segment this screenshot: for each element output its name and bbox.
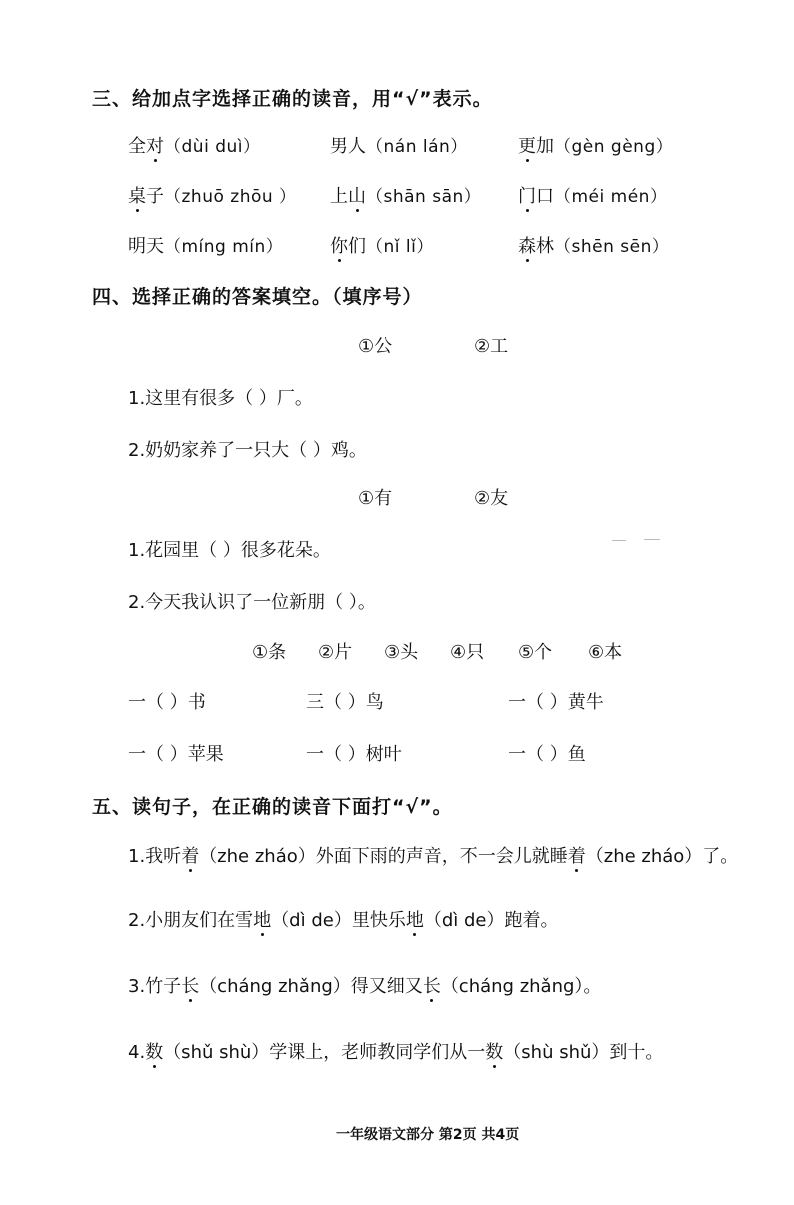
- word-char: 人: [348, 136, 366, 157]
- reading-sentence: [128, 1038, 663, 1064]
- reading-sentence: [128, 842, 738, 868]
- sentence-text: （cháng zhǎng）。: [440, 976, 602, 997]
- sentence-text: 4.: [128, 1042, 146, 1063]
- sentence-text: （shù shǔ）到十。: [503, 1042, 664, 1063]
- word-char: 明: [128, 236, 146, 257]
- dotted-char: 长: [181, 976, 200, 997]
- pinyin-options: （shān sān）: [366, 187, 482, 207]
- sentence-text: （zhe zháo）外面下雨的声音，不一会儿就睡: [199, 846, 568, 867]
- dotted-char: 着: [567, 846, 586, 867]
- pinyin-options: （míng mín）: [164, 237, 284, 257]
- sentence-text: 1.我听: [128, 846, 182, 867]
- option-1: ①公: [358, 336, 393, 357]
- pinyin-options: （zhuō zhōu ）: [164, 187, 297, 207]
- pinyin-options: （nán lán）: [366, 137, 468, 157]
- dotted-char: 长: [422, 976, 441, 997]
- sentence-text: （dì de）跑着。: [423, 910, 559, 931]
- scan-speck: [644, 539, 660, 540]
- pinyin-choice-item: [518, 132, 673, 158]
- pinyin-options: （nǐ lǐ）: [366, 237, 434, 257]
- sentence-text: （zhe zháo）了。: [585, 846, 739, 867]
- word-char: 天: [146, 236, 164, 257]
- pinyin-choice-item: [518, 232, 669, 258]
- word-char: 男: [330, 136, 348, 157]
- pinyin-options: （shēn sēn）: [554, 237, 670, 257]
- word-char: 全: [128, 136, 146, 157]
- fill-blank-item: 一（ ）苹果: [128, 744, 224, 765]
- measure-word-option: ④只: [450, 642, 485, 663]
- dotted-char: 地: [253, 910, 272, 931]
- measure-word-option: ②片: [318, 642, 353, 663]
- scan-speck: [612, 540, 626, 541]
- fill-blank-item: 三（ ）鸟: [306, 692, 384, 713]
- word-char: 加: [536, 136, 554, 157]
- pinyin-choice-item: [330, 132, 468, 158]
- word-char: 们: [348, 236, 366, 257]
- sentence-text: 2.小朋友们在雪: [128, 910, 254, 931]
- dotted-char: 数: [145, 1042, 164, 1063]
- pinyin-options: （gèn gèng）: [554, 137, 674, 157]
- question-1: 1.花园里（ ）很多花朵。: [128, 540, 331, 561]
- word-char: 上: [330, 186, 348, 207]
- pinyin-choice-item: [330, 182, 481, 208]
- reading-sentence: [128, 906, 559, 932]
- fill-blank-item: 一（ ）树叶: [306, 744, 402, 765]
- dotted-char: 森: [518, 236, 536, 257]
- section-5-heading: 五、读句子，在正确的读音下面打“√”。: [92, 796, 453, 818]
- sentence-text: （cháng zhǎng）得又细又: [199, 976, 423, 997]
- measure-word-option: ①条: [252, 642, 287, 663]
- page-footer: 一年级语文部分 第2页 共4页: [336, 1127, 520, 1143]
- dotted-char: 你: [330, 236, 348, 257]
- measure-word-option: ⑥本: [588, 642, 623, 663]
- dotted-char: 更: [518, 136, 536, 157]
- dotted-char: 对: [146, 136, 164, 157]
- pinyin-choice-item: [128, 232, 283, 258]
- dotted-char: 地: [405, 910, 424, 931]
- dotted-char: 门: [518, 186, 536, 207]
- measure-word-option: ③头: [384, 642, 419, 663]
- word-char: 林: [536, 236, 554, 257]
- section-3-heading: 三、给加点字选择正确的读音，用“√”表示。: [92, 88, 493, 110]
- pinyin-choice-item: [128, 182, 297, 208]
- fill-blank-item: 一（ ）黄牛: [508, 692, 604, 713]
- option-2: ②工: [474, 336, 509, 357]
- sentence-text: （dì de）里快乐: [271, 910, 406, 931]
- sentence-text: （shǔ shù）学课上，老师教同学们从一: [163, 1042, 486, 1063]
- option-2: ②友: [474, 488, 509, 509]
- sentence-text: 3.竹子: [128, 976, 182, 997]
- question-1: 1.这里有很多（ ）厂。: [128, 388, 313, 409]
- pinyin-choice-item: [330, 232, 434, 258]
- section-4-heading: 四、选择正确的答案填空。（填序号）: [92, 286, 423, 308]
- word-char: 口: [536, 186, 554, 207]
- reading-sentence: [128, 972, 601, 998]
- word-char: 子: [146, 186, 164, 207]
- question-2: 2.奶奶家养了一只大（ ）鸡。: [128, 440, 367, 461]
- fill-blank-item: 一（ ）鱼: [508, 744, 586, 765]
- pinyin-choice-item: [518, 182, 667, 208]
- fill-blank-item: 一（ ）书: [128, 692, 206, 713]
- option-1: ①有: [358, 488, 393, 509]
- pinyin-options: （dùi duì）: [164, 137, 261, 157]
- pinyin-options: （méi mén）: [554, 187, 668, 207]
- dotted-char: 数: [485, 1042, 504, 1063]
- measure-word-option: ⑤个: [518, 642, 553, 663]
- dotted-char: 着: [181, 846, 200, 867]
- pinyin-choice-item: [128, 132, 260, 158]
- dotted-char: 桌: [128, 186, 146, 207]
- dotted-char: 山: [348, 186, 366, 207]
- question-2: 2.今天我认识了一位新朋（ ）。: [128, 592, 376, 613]
